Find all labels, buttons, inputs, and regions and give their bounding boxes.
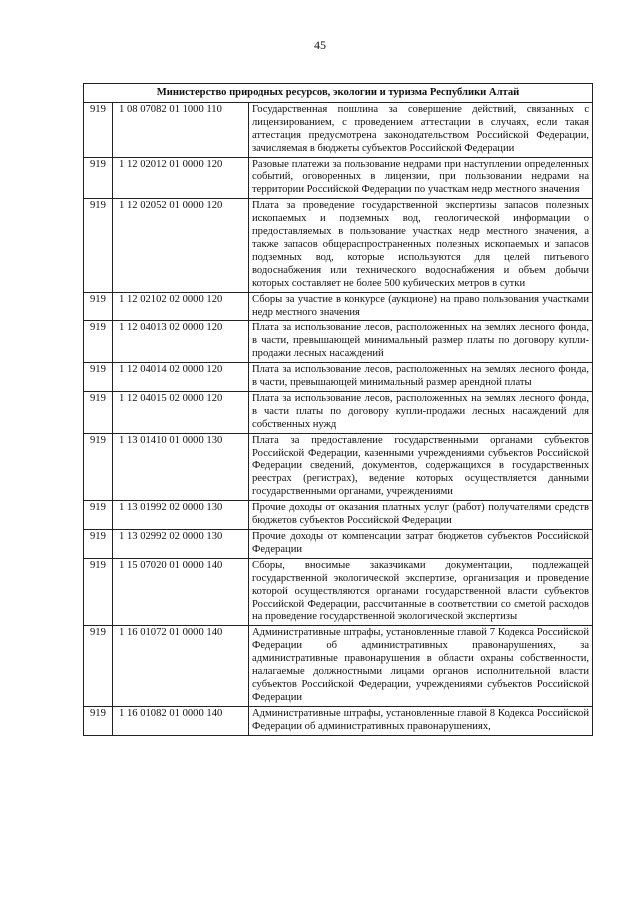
admin-code-cell: 919 (84, 321, 113, 363)
admin-code-cell: 919 (84, 626, 113, 706)
table-row (84, 292, 593, 321)
admin-code-cell: 919 (84, 433, 113, 501)
description-cell: Административные штрафы, установленные главой 7 Кодекса Российской Федерации об административных правонарушениях, за административные правонарушения в области охраны собственности, налагаемые должностными лицами органов исполнительной власти субъектов Российской Федерации, учреждениями субъектов Российской Федерации (249, 626, 593, 706)
admin-code-cell: 919 (84, 391, 113, 433)
table-row (84, 706, 593, 735)
admin-code-cell: 919 (84, 102, 113, 157)
description-cell: Сборы за участие в конкурсе (аукционе) на право пользования участками недр местного значения (249, 292, 593, 321)
admin-code-cell: 919 (84, 363, 113, 392)
revenue-code-cell: 1 12 04014 02 0000 120 (113, 363, 249, 392)
table-row (84, 530, 593, 559)
revenue-code-cell: 1 08 07082 01 1000 110 (113, 102, 249, 157)
revenue-code-cell: 1 16 01082 01 0000 140 (113, 706, 249, 735)
revenue-code-cell: 1 12 04013 02 0000 120 (113, 321, 249, 363)
description-cell: Административные штрафы, установленные главой 8 Кодекса Российской Федерации об административных правонарушениях, (249, 706, 593, 735)
description-cell: Сборы, вносимые заказчиками документации, подлежащей государственной экологической экспертизе, организация и проведение которой осуществляются органами государственной власти субъектов Российской Федерации, рассчитанные в соответствии со сметой расходов на проведение государственной экологической экспертизы (249, 558, 593, 626)
table-row (84, 321, 593, 363)
revenue-code-cell: 1 12 02102 02 0000 120 (113, 292, 249, 321)
revenue-codes-table (83, 83, 593, 736)
admin-code-cell: 919 (84, 292, 113, 321)
admin-code-cell: 919 (84, 501, 113, 530)
description-cell: Плата за использование лесов, расположенных на землях лесного фонда, в части платы по договору купли-продажи лесных насаждений для собственных нужд (249, 391, 593, 433)
revenue-code-cell: 1 15 07020 01 0000 140 (113, 558, 249, 626)
description-cell: Плата за проведение государственной экспертизы запасов полезных ископаемых и подземных вод, геологической информации о предоставляемых в пользование участках недр местного значения, а также запасов общераспространенных полезных ископаемых и запасов подземных вод, которые используются для целей питьевого водоснабжения или технического водоснабжения и объем добычи которых составляет не более 500 кубических метров в сутки (249, 199, 593, 292)
description-cell: Плата за предоставление государственными органами субъектов Российской Федерации, казенными учреждениями субъектов Российской Федерации сведений, документов, содержащихся в государственных реестрах (регистрах), ведение которых осуществляется данными государственными органами, учреждениями (249, 433, 593, 501)
admin-code-cell: 919 (84, 706, 113, 735)
ministry-header-row (84, 84, 593, 103)
admin-code-cell: 919 (84, 558, 113, 626)
admin-code-cell: 919 (84, 530, 113, 559)
revenue-code-cell: 1 12 02012 01 0000 120 (113, 157, 249, 199)
description-cell: Прочие доходы от компенсации затрат бюджетов субъектов Российской Федерации (249, 530, 593, 559)
table-row (84, 558, 593, 626)
revenue-code-cell: 1 12 02052 01 0000 120 (113, 199, 249, 292)
table-row (84, 433, 593, 501)
page-number: 45 (314, 38, 326, 52)
revenue-code-cell: 1 12 04015 02 0000 120 (113, 391, 249, 433)
admin-code-cell: 919 (84, 199, 113, 292)
table-row (84, 363, 593, 392)
revenue-code-cell: 1 13 01992 02 0000 130 (113, 501, 249, 530)
revenue-code-cell: 1 16 01072 01 0000 140 (113, 626, 249, 706)
table-row (84, 157, 593, 199)
table-row (84, 501, 593, 530)
revenue-code-cell: 1 13 01410 01 0000 130 (113, 433, 249, 501)
description-cell: Плата за использование лесов, расположенных на землях лесного фонда, в части, превышающей минимальный размер платы по договору купли-продажи лесных насаждений (249, 321, 593, 363)
description-cell: Плата за использование лесов, расположенных на землях лесного фонда, в части, превышающей минимальный размер арендной платы (249, 363, 593, 392)
description-cell: Государственная пошлина за совершение действий, связанных с лицензированием, с проведением аттестации в случаях, если такая аттестация предусмотрена законодательством Российской Федерации, зачисляемая в бюджеты субъектов Российской Федерации (249, 102, 593, 157)
description-cell: Прочие доходы от оказания платных услуг (работ) получателями средств бюджетов субъектов Российской Федерации (249, 501, 593, 530)
table-row (84, 391, 593, 433)
table-row (84, 102, 593, 157)
table-row (84, 199, 593, 292)
revenue-code-cell: 1 13 02992 02 0000 130 (113, 530, 249, 559)
ministry-header: Министерство природных ресурсов, экологии и туризма Республики Алтай (84, 84, 593, 103)
table-row (84, 626, 593, 706)
admin-code-cell: 919 (84, 157, 113, 199)
description-cell: Разовые платежи за пользование недрами при наступлении определенных событий, оговоренных в лицензии, при пользовании недрами на территории Российской Федерации по участкам недр местного значения (249, 157, 593, 199)
